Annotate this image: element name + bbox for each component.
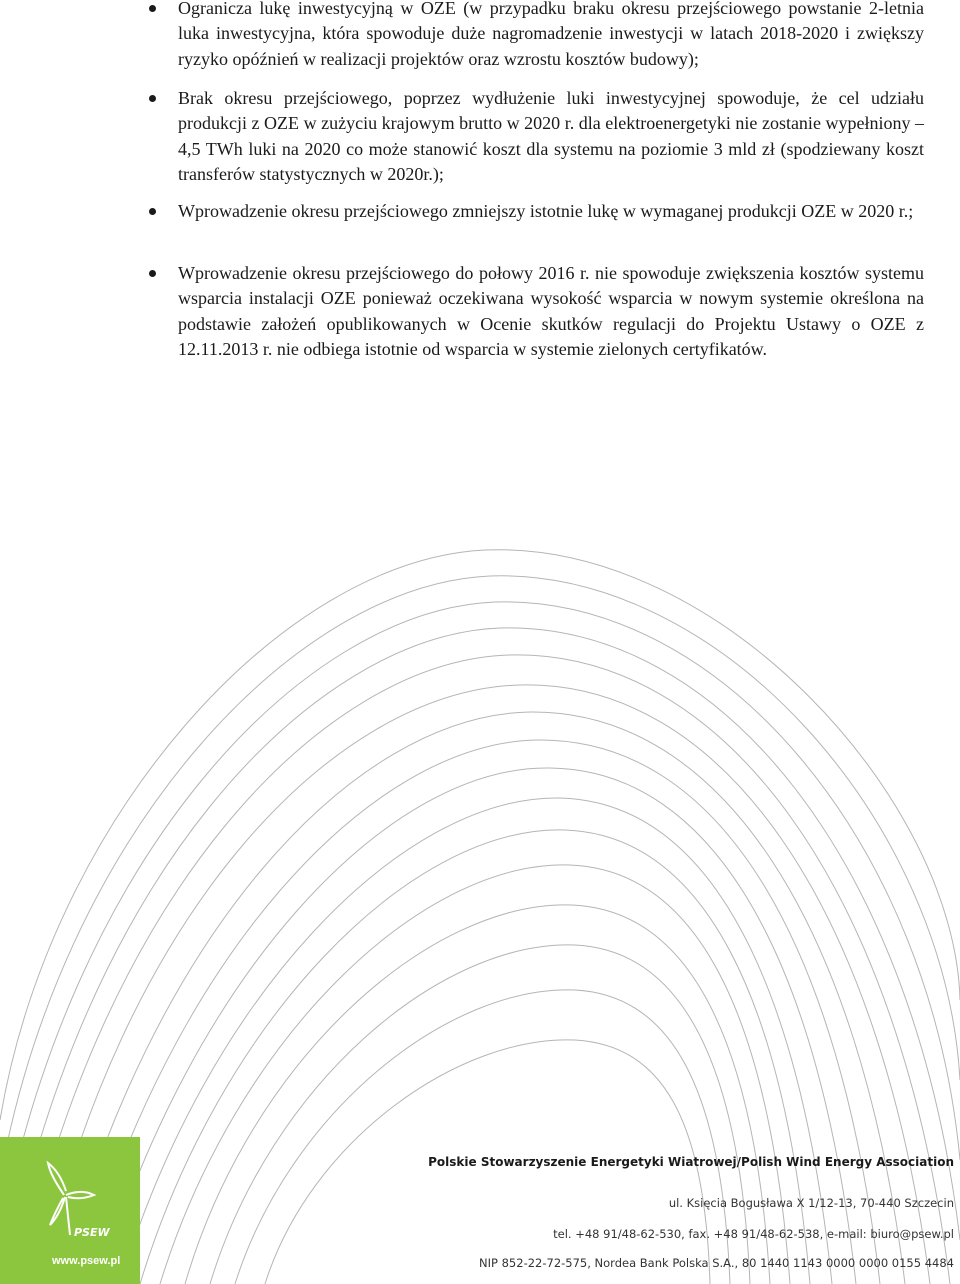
bullet-marker — [149, 5, 156, 12]
bullet-item — [178, 199, 924, 224]
bullet-item — [178, 261, 924, 363]
bullet-text: Wprowadzenie okresu przejściowego do połowy 2016 r. nie spowoduje zwiększenia kosztów systemu wsparcia instalacji OZE ponieważ oczekiwana wysokość wsparcia w nowym systemie określona na podstawie założeń opublikowanych w Ocenie skutków regulacji do Projektu Ustawy o OZE z 12.11.2013 r. nie odbiega istotnie od wsparcia w systemie zielonych certyfikatów. — [178, 263, 924, 360]
bullet-marker — [149, 208, 156, 215]
registration-details: NIP 852-22-72-575, Nordea Bank Polska S.A., 80 1440 1143 0000 0000 0155 4484 — [479, 1256, 954, 1270]
bullet-item — [178, 0, 924, 72]
bullet-text: Ogranicza lukę inwestycyjną w OZE (w przypadku braku okresu przejściowego powstanie 2-letnia luka inwestycyjna, która spowoduje duże nagromadzenie inwestycji w latach 2018-2020 i zwiększy ryzyko opóźnień w realizacji projektów oraz wzrostu kosztów budowy); — [178, 0, 924, 69]
contact-details: tel. +48 91/48-62-530, fax. +48 91/48-62-538, e-mail: biuro@psew.pl — [553, 1227, 954, 1241]
decorative-arc-lines — [0, 540, 960, 1284]
psew-logo-block — [0, 1137, 140, 1284]
organization-address: ul. Księcia Bogusława X 1/12-13, 70-440 Szczecin — [668, 1196, 954, 1210]
bullet-marker — [149, 95, 156, 102]
bullet-text: Wprowadzenie okresu przejściowego zmniejszy istotnie lukę w wymaganej produkcji OZE w 2020 r.; — [178, 201, 914, 221]
bullet-item — [178, 86, 924, 188]
website-link[interactable]: www.psew.pl — [52, 1255, 121, 1267]
logo-wordmark: PSEW — [74, 1226, 110, 1239]
bullet-marker — [149, 270, 156, 277]
wind-turbine-icon — [36, 1155, 96, 1235]
organization-name: Polskie Stowarzyszenie Energetyki Wiatrowej/Polish Wind Energy Association — [428, 1155, 954, 1169]
bullet-text: Brak okresu przejściowego, poprzez wydłużenie luki inwestycyjnej spowoduje, że cel udziału produkcji z OZE w zużyciu krajowym brutto w 2020 r. dla elektroenergetyki nie zostanie wypełniony – 4,5 TWh luki na 2020 co może stanowić koszt dla systemu na poziomie 3 mld zł (spodziewany koszt transferów statystycznych w 2020r.); — [178, 88, 924, 185]
